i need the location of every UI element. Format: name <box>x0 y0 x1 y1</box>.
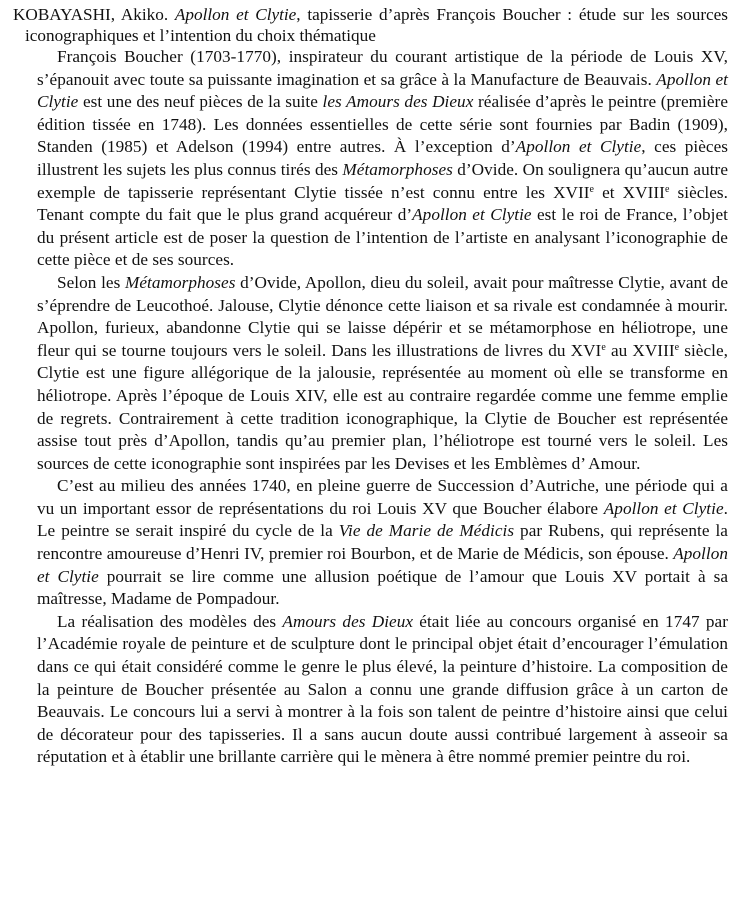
italic-text: Apollon et Clytie <box>37 544 728 586</box>
text-run: pourrait se lire comme une allusion poétique de l’amour que Louis XV portait à sa maîtresse, Madame de Pompadour. <box>37 566 728 609</box>
superscript: e <box>664 183 670 195</box>
italic-text: les Amours des Dieux <box>322 92 474 112</box>
text-run: François Boucher (1703-1770), inspirateur du courant artistique de la période de Louis XV, s’épanouit avec toute sa puissante imagination et sa grâce à la Manufacture de Beauvais. <box>37 47 728 89</box>
article-header <box>13 4 728 46</box>
superscript: e <box>589 183 595 195</box>
text-run: d’Ovide. On soulignera qu’aucun autre exemple de tapisserie représentant Clytie tissée n’est connu entre les XVII <box>37 159 728 202</box>
superscript: e <box>674 341 680 353</box>
artwork-title: Apollon et Clytie <box>174 5 297 24</box>
superscript: e <box>601 341 606 353</box>
body-paragraph <box>37 611 728 769</box>
author-name: KOBAYASHI, Akiko. <box>13 5 169 24</box>
italic-text: Métamorphoses <box>342 159 453 179</box>
text-run: Selon les <box>57 272 125 292</box>
text-run: par Rubens, qui représente la rencontre amoureuse d’Henri IV, premier roi Bourbon, et de Marie de Médicis, son épouse. <box>37 521 728 564</box>
text-run: et XVIII <box>594 182 665 202</box>
body-paragraph <box>37 46 728 272</box>
text-run: C’est au milieu des années 1740, en pleine guerre de Succession d’Autriche, une période qui a vu un important essor de représentations du roi Louis XV que Boucher élabore <box>37 476 728 518</box>
article-subtitle: , tapisserie d’après François Boucher : étude sur les sources iconographiques et l’intention du choix thématique <box>25 5 728 45</box>
italic-text: Apollon et Clytie <box>412 205 532 225</box>
italic-text: Apollon et Clytie <box>37 69 729 112</box>
text-run: était liée au concours organisé en 1747 par l’Académie royale de peinture et de sculpture dont le principal objet était d’encourager l’émulation dans ce qui était considéré comme le genre le plus élevé, la peinture d’histoire. La composition de la peinture de Boucher présentée au Salon a connu une grande diffusion grâce à un carton de Beauvais. Le concours lui a servi à montrer à la fois son talent de peintre d’histoire ainsi que celui de décorateur pour des tapisseries. Il a sans aucun doute aussi contribué largement à asseoir sa réputation et à établir une brillante carrière qui le mènera à être nommé premier peintre du roi. <box>37 611 728 767</box>
text-run: . Le peintre se serait inspiré du cycle de la <box>37 498 728 541</box>
body-paragraph <box>37 475 728 611</box>
italic-text: Vie de Marie de Médicis <box>338 521 515 541</box>
text-run: siècle, Clytie est une figure allégorique de la jalousie, représentée au moment où elle se transforme en héliotrope. Après l’époque de Louis XIV, elle est au contraire regardée comme une femme emplie de regrets. Contrairement à cette tradition iconographique, la Clytie de Boucher est représentée assise tout près d’Apollon, tandis qu’au premier plan, l’héliotrope est tourné vers le soleil. Les sources de cette iconographie sont inspirées par les Devises et les Emblèmes d’ Amour. <box>37 340 729 473</box>
body-paragraph <box>37 272 728 475</box>
italic-text: Amours des Dieux <box>282 611 414 631</box>
text-run: au XVIII <box>605 340 675 360</box>
text-run: est une des neuf pièces de la suite <box>78 92 323 112</box>
text-run: , ces pièces illustrent les sujets les plus connus tirés des <box>37 137 728 179</box>
italic-text: Apollon et Clytie <box>515 137 642 157</box>
text-run: réalisée d’après le peintre (première édition tissée en 1748). Les données essentielles de cette série sont fournies par Badin (1909), Standen (1985) et Adelson (1994) entre autres. À l’exception d’ <box>37 92 728 157</box>
text-run: La réalisation des modèles des <box>57 611 283 631</box>
text-run: est le roi de France, l’objet du présent article est de poser la question de l’intention de l’artiste en analysant l’iconographie de cette pièce et de ses sources. <box>37 205 728 270</box>
text-run: siècles. Tenant compte du fait que le plus grand acquéreur d’ <box>37 182 729 225</box>
italic-text: Métamorphoses <box>124 272 236 292</box>
italic-text: Apollon et Clytie <box>603 498 724 518</box>
text-run: d’Ovide, Apollon, dieu du soleil, avait pour maîtresse Clytie, avant de s’éprendre de Leucothoé. Jalouse, Clytie dénonce cette liaison et sa rivale est condamnée à mourir. Apollon, furieux, abandonne Clytie qui se laisse dépérir et se métamorphose en héliotrope, une fleur qui se tourne toujours vers le soleil. Dans les illustrations de livres du XVI <box>37 272 728 360</box>
abstract-body <box>37 46 728 769</box>
